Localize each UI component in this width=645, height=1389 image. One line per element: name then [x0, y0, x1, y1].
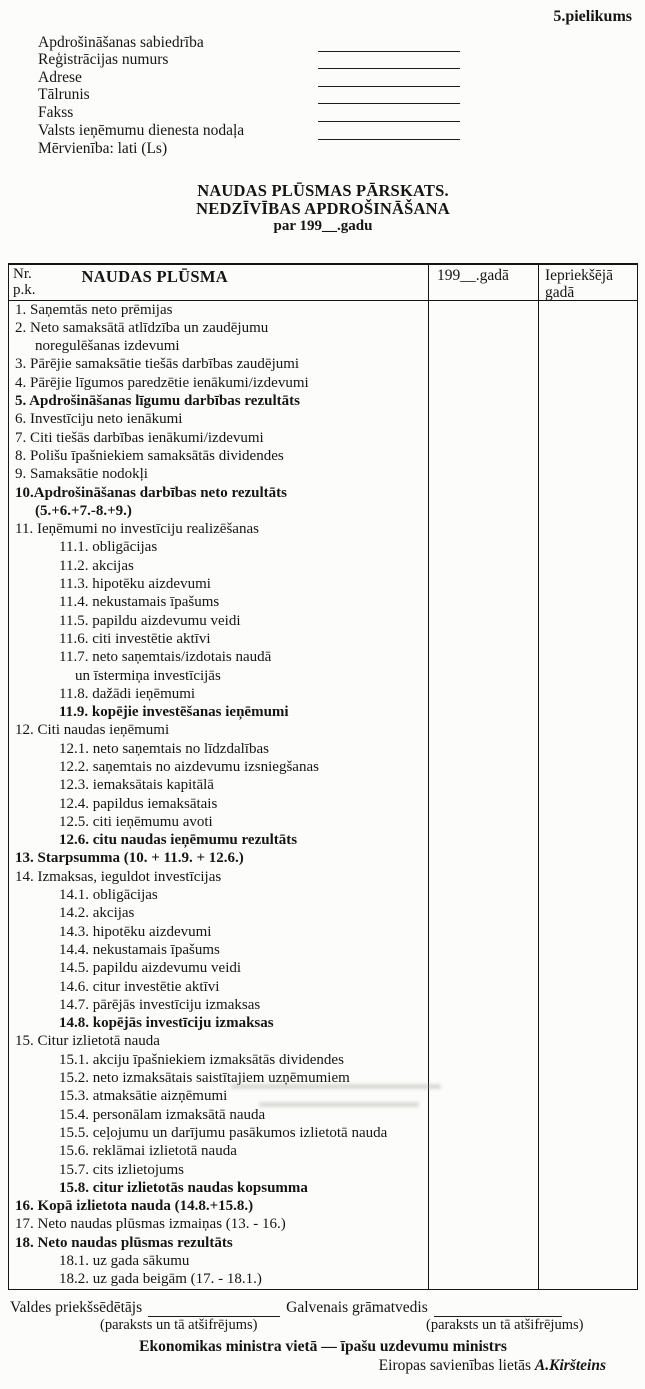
row-label: 15.6. reklāmai izlietotā nauda [59, 1143, 237, 1160]
table-row [9, 795, 637, 813]
row-label: 12.5. citi ieņēmumu avoti [59, 813, 213, 830]
header-prev-line1: Iepriekšējā [545, 266, 613, 284]
value-current-year-cell [428, 740, 538, 758]
value-current-year-cell [428, 630, 538, 648]
table-row [9, 1215, 637, 1233]
value-previous-year-cell [538, 447, 637, 465]
value-current-year-cell [428, 447, 538, 465]
value-previous-year-cell [538, 667, 637, 685]
table-row [9, 831, 637, 849]
table-row [9, 1270, 637, 1288]
value-current-year-cell [428, 648, 538, 666]
table-row [9, 1252, 637, 1270]
value-previous-year-cell [538, 758, 637, 776]
row-label: 12. Citi naudas ieņēmumi [15, 722, 170, 739]
row-label: 14.1. obligācijas [59, 887, 158, 904]
cash-flow-table [8, 263, 638, 1290]
row-label: 15.8. citur izlietotās naudas kopsumma [59, 1179, 308, 1196]
field-tax-office-blank [318, 127, 460, 140]
value-current-year-cell [428, 1014, 538, 1032]
chairman-signature-blank [148, 1304, 280, 1317]
table-row [9, 520, 637, 538]
value-current-year-cell [428, 593, 538, 611]
table-row [9, 374, 637, 392]
chairman-label: Valdes priekšsēdētājs [10, 1298, 143, 1316]
value-previous-year-cell [538, 484, 637, 502]
row-label: 17. Neto naudas plūsmas izmaiņas (13. - 16.) [15, 1216, 286, 1233]
row-label: noregulēšanas izdevumi [35, 338, 180, 355]
row-label: 15.5. ceļojumu un darījumu pasākumos izlietotā nauda [59, 1124, 388, 1141]
row-label: 12.2. saņemtais no aizdevumu izsniegšanas [59, 758, 319, 775]
table-row [9, 886, 637, 904]
value-previous-year-cell [538, 648, 637, 666]
value-current-year-cell [428, 1069, 538, 1087]
row-label: 11.5. papildu aizdevumu veidi [59, 612, 241, 629]
row-label: 11.8. dažādi ieņēmumi [59, 685, 196, 702]
value-previous-year-cell [538, 1051, 637, 1069]
row-label: 15. Citur izlietotā nauda [15, 1033, 160, 1050]
value-current-year-cell [428, 978, 538, 996]
value-previous-year-cell [538, 685, 637, 703]
row-label: 15.4. personālam izmaksātā nauda [59, 1106, 266, 1123]
field-phone-label: Tālrunis [38, 86, 90, 104]
value-current-year-cell [428, 1032, 538, 1050]
value-previous-year-cell [538, 1197, 637, 1215]
field-company-label: Apdrošināšanas sabiedrība [38, 33, 204, 51]
value-previous-year-cell [538, 593, 637, 611]
signature-note-right: (paraksts un tā atšifrējums) [426, 1316, 584, 1333]
row-label: 6. Investīciju neto ienākumi [15, 411, 183, 428]
footer [8, 1297, 638, 1376]
value-current-year-cell [428, 502, 538, 520]
header-nr-line2: p.k. [13, 281, 36, 298]
value-current-year-cell [428, 410, 538, 428]
value-current-year-cell [428, 1234, 538, 1252]
minister-line: Ekonomikas ministra vietā — īpašu uzdevumu ministrs [139, 1337, 507, 1355]
value-current-year-cell [428, 612, 538, 630]
row-label: 3. Pārējie samaksātie tiešās darbības zaudējumi [15, 356, 300, 373]
value-current-year-cell [428, 319, 538, 337]
value-current-year-cell [428, 1270, 538, 1288]
value-previous-year-cell [538, 301, 637, 319]
scan-smudge [231, 1084, 441, 1089]
table-row [9, 1161, 637, 1179]
value-current-year-cell [428, 337, 538, 355]
value-current-year-cell [428, 374, 538, 392]
header-nr-pk [9, 265, 36, 300]
field-address-label: Adrese [38, 68, 82, 86]
header-nr-line1: Nr. [13, 265, 32, 282]
value-previous-year-cell [538, 978, 637, 996]
annex-label: 5.pielikums [553, 8, 632, 25]
row-label: 5. Apdrošināšanas līgumu darbības rezultāts [15, 393, 300, 410]
table-row [9, 429, 637, 447]
value-current-year-cell [428, 795, 538, 813]
value-current-year-cell [428, 1142, 538, 1160]
value-current-year-cell [428, 1124, 538, 1142]
value-previous-year-cell [538, 923, 637, 941]
row-label: 11.9. kopējie investēšanas ieņēmumi [59, 704, 289, 721]
value-previous-year-cell [538, 374, 637, 392]
value-previous-year-cell [538, 1252, 637, 1270]
row-label: 15.3. atmaksātie aizņēmumi [59, 1088, 228, 1105]
header-cell-previous-year [538, 265, 637, 300]
value-current-year-cell [428, 1161, 538, 1179]
table-row [9, 465, 637, 483]
title-line-2: NEDZĪVĪBAS APDROŠINĀŠANA [196, 198, 450, 218]
table-row [9, 740, 637, 758]
table-row [9, 538, 637, 556]
field-address-blank [318, 74, 460, 87]
value-previous-year-cell [538, 1069, 637, 1087]
eu-line-text: Eiropas savienības lietās [378, 1356, 532, 1374]
header-fields [38, 34, 638, 140]
table-row [9, 813, 637, 831]
value-previous-year-cell [538, 831, 637, 849]
value-previous-year-cell [538, 941, 637, 959]
value-current-year-cell [428, 355, 538, 373]
table-row [9, 593, 637, 611]
value-current-year-cell [428, 721, 538, 739]
value-previous-year-cell [538, 740, 637, 758]
value-current-year-cell [428, 758, 538, 776]
table-body [9, 301, 637, 1289]
value-current-year-cell [428, 1051, 538, 1069]
field-phone-blank [318, 91, 460, 104]
value-previous-year-cell [538, 1032, 637, 1050]
value-previous-year-cell [538, 849, 637, 867]
row-label: 10.Apdrošināšanas darbības neto rezultāts [15, 484, 287, 501]
row-label: 11.7. neto saņemtais/izdotais naudā [59, 649, 272, 666]
table-row [9, 301, 637, 319]
signer-name-text: A.Kiršteins [534, 1356, 606, 1374]
field-registration-label: Reģistrācijas numurs [38, 51, 169, 69]
value-previous-year-cell [538, 1124, 637, 1142]
value-previous-year-cell [538, 1161, 637, 1179]
table-row [9, 1014, 637, 1032]
table-row [9, 978, 637, 996]
table-row [9, 1124, 637, 1142]
field-company-blank [318, 39, 460, 52]
value-current-year-cell [428, 465, 538, 483]
table-row [9, 868, 637, 886]
table-row [9, 502, 637, 520]
value-current-year-cell [428, 831, 538, 849]
field-tax-office-label: Valsts ieņēmumu dienesta nodaļa [38, 121, 245, 139]
value-current-year-cell [428, 685, 538, 703]
row-label: (5.+6.+7.-8.+9.) [35, 502, 132, 519]
field-company [38, 34, 638, 52]
value-current-year-cell [428, 1197, 538, 1215]
row-label: 14.7. pārējās investīciju izmaksas [59, 996, 261, 1013]
value-previous-year-cell [538, 630, 637, 648]
value-current-year-cell [428, 1252, 538, 1270]
value-current-year-cell [428, 849, 538, 867]
value-previous-year-cell [538, 703, 637, 721]
table-row [9, 959, 637, 977]
value-previous-year-cell [538, 502, 637, 520]
value-previous-year-cell [538, 1142, 637, 1160]
row-label: 14.8. kopējās investīciju izmaksas [59, 1015, 274, 1032]
table-row [9, 849, 637, 867]
accountant-signature-blank [434, 1304, 562, 1317]
value-previous-year-cell [538, 319, 637, 337]
value-current-year-cell [428, 301, 538, 319]
value-previous-year-cell [538, 1087, 637, 1105]
value-previous-year-cell [538, 520, 637, 538]
unit-of-measure: Mērvienība: lati (Ls) [38, 139, 168, 157]
row-label: 2. Neto samaksātā atlīdzība un zaudējumu [15, 319, 269, 336]
row-label: 18. Neto naudas plūsmas rezultāts [15, 1234, 233, 1251]
table-row [9, 447, 637, 465]
table-row [9, 685, 637, 703]
value-previous-year-cell [538, 1270, 637, 1288]
accountant-label: Galvenais grāmatvedis [286, 1298, 428, 1316]
row-label: 14.5. papildu aizdevumu veidi [59, 960, 242, 977]
table-row [9, 410, 637, 428]
value-current-year-cell [428, 886, 538, 904]
value-previous-year-cell [538, 776, 637, 794]
table-row [9, 575, 637, 593]
field-address [38, 69, 638, 87]
header-cell-current-year: 199__.gadā [428, 265, 538, 300]
table-row [9, 721, 637, 739]
value-previous-year-cell [538, 904, 637, 922]
row-label: 12.3. iemaksātais kapitālā [59, 777, 214, 794]
value-previous-year-cell [538, 996, 637, 1014]
table-row [9, 557, 637, 575]
value-current-year-cell [428, 703, 538, 721]
value-previous-year-cell [538, 795, 637, 813]
value-current-year-cell [428, 575, 538, 593]
row-label: 12.1. neto saņemtais no līdzdalības [59, 740, 269, 757]
row-label: 12.4. papildus iemaksātais [59, 795, 218, 812]
table-row [9, 1142, 637, 1160]
title-line-3: par 199__.gadu [273, 217, 373, 234]
table-row [9, 648, 637, 666]
header-cell-description [9, 265, 428, 300]
value-previous-year-cell [538, 612, 637, 630]
row-label: 14.2. akcijas [59, 905, 135, 922]
table-row [9, 1106, 637, 1124]
value-current-year-cell [428, 1106, 538, 1124]
table-row [9, 703, 637, 721]
table-row [9, 337, 637, 355]
row-label: 14.6. citur investētie aktīvi [59, 978, 220, 995]
value-previous-year-cell [538, 1215, 637, 1233]
value-current-year-cell [428, 557, 538, 575]
table-row [9, 758, 637, 776]
value-previous-year-cell [538, 959, 637, 977]
row-label: 18.2. uz gada beigām (17. - 18.1.) [59, 1271, 262, 1288]
table-row [9, 392, 637, 410]
table-row [9, 923, 637, 941]
value-previous-year-cell [538, 538, 637, 556]
value-previous-year-cell [538, 1106, 637, 1124]
value-previous-year-cell [538, 429, 637, 447]
row-label: 7. Citi tiešās darbības ienākumi/izdevumi [15, 429, 264, 446]
value-current-year-cell [428, 959, 538, 977]
value-previous-year-cell [538, 886, 637, 904]
row-label: 15.7. cits izlietojums [59, 1161, 184, 1178]
value-current-year-cell [428, 776, 538, 794]
row-label: 9. Samaksātie nodokļi [15, 466, 148, 483]
value-previous-year-cell [538, 1014, 637, 1032]
table-row [9, 941, 637, 959]
field-tax-office [38, 122, 638, 140]
row-label: 11.6. citi investētie aktīvi [59, 630, 211, 647]
row-label: 12.6. citu naudas ieņēmumu rezultāts [59, 832, 298, 849]
row-label: 14.4. nekustamais īpašums [59, 941, 220, 958]
table-row [9, 996, 637, 1014]
value-current-year-cell [428, 1215, 538, 1233]
row-label: 15.2. neto izmaksātais saistītajiem uzņēmumiem [59, 1070, 350, 1087]
value-current-year-cell [428, 904, 538, 922]
field-registration-number [38, 52, 638, 70]
value-previous-year-cell [538, 1179, 637, 1197]
value-previous-year-cell [538, 337, 637, 355]
value-current-year-cell [428, 484, 538, 502]
table-row [9, 776, 637, 794]
value-previous-year-cell [538, 868, 637, 886]
table-header [9, 265, 637, 301]
row-label: 13. Starpsumma (10. + 11.9. + 12.6.) [15, 850, 244, 867]
field-fax [38, 104, 638, 122]
field-fax-blank [318, 109, 460, 122]
table-row [9, 904, 637, 922]
value-current-year-cell [428, 429, 538, 447]
row-label: un īstermiņa investīcijās [75, 667, 221, 684]
value-current-year-cell [428, 1087, 538, 1105]
table-row [9, 612, 637, 630]
table-row [9, 667, 637, 685]
row-label: 16. Kopā izlietota nauda (14.8.+15.8.) [15, 1198, 254, 1215]
row-label: 4. Pārējie līgumos paredzētie ienākumi/izdevumi [15, 374, 309, 391]
report-title [8, 182, 638, 235]
value-previous-year-cell [538, 721, 637, 739]
row-label: 15.1. akciju īpašniekiem izmaksātās dividendes [59, 1051, 344, 1068]
signature-notes [8, 1317, 638, 1335]
row-label: 1. Saņemtās neto prēmijas [15, 301, 173, 318]
row-label: 11.1. obligācijas [59, 539, 158, 556]
value-previous-year-cell [538, 392, 637, 410]
value-previous-year-cell [538, 410, 637, 428]
value-current-year-cell [428, 923, 538, 941]
value-previous-year-cell [538, 1234, 637, 1252]
value-current-year-cell [428, 667, 538, 685]
value-current-year-cell [428, 538, 538, 556]
table-row [9, 1051, 637, 1069]
value-current-year-cell [428, 392, 538, 410]
table-row [9, 1234, 637, 1252]
row-label: 11.2. akcijas [59, 557, 134, 574]
table-row [9, 1032, 637, 1050]
row-label: 14.3. hipotēku aizdevumi [59, 923, 212, 940]
header-prev-line2: gadā [545, 283, 575, 301]
table-row [9, 630, 637, 648]
row-label: 11.3. hipotēku aizdevumi [59, 576, 211, 593]
value-current-year-cell [428, 996, 538, 1014]
table-row [9, 355, 637, 373]
signature-row [8, 1297, 638, 1317]
value-current-year-cell [428, 813, 538, 831]
eu-affairs-line [8, 1357, 638, 1376]
value-previous-year-cell [538, 557, 637, 575]
row-label: 14. Izmaksas, ieguldot investīcijas [15, 868, 222, 885]
value-current-year-cell [428, 941, 538, 959]
table-row [9, 484, 637, 502]
table-row [9, 319, 637, 337]
row-label: 8. Polišu īpašniekiem samaksātās dividendes [15, 447, 284, 464]
field-fax-label: Fakss [38, 103, 74, 121]
table-row [9, 1197, 637, 1215]
value-current-year-cell [428, 1179, 538, 1197]
field-registration-blank [318, 56, 460, 69]
signature-note-left: (paraksts un tā atšifrējums) [100, 1316, 258, 1333]
row-label: 18.1. uz gada sākumu [59, 1253, 190, 1269]
scan-smudge [259, 1102, 419, 1107]
value-previous-year-cell [538, 355, 637, 373]
header-naudas-plusma: NAUDAS PLŪSMA [81, 266, 228, 286]
value-current-year-cell [428, 868, 538, 886]
field-phone [38, 87, 638, 105]
row-label: 11. Ieņēmumi no investīciju realizēšanas [15, 521, 259, 538]
row-label: 11.4. nekustamais īpašums [59, 594, 220, 611]
value-previous-year-cell [538, 813, 637, 831]
value-previous-year-cell [538, 465, 637, 483]
table-row [9, 1179, 637, 1197]
value-previous-year-cell [538, 575, 637, 593]
value-current-year-cell [428, 520, 538, 538]
title-line-1: NAUDAS PLŪSMAS PĀRSKATS. [197, 180, 449, 200]
